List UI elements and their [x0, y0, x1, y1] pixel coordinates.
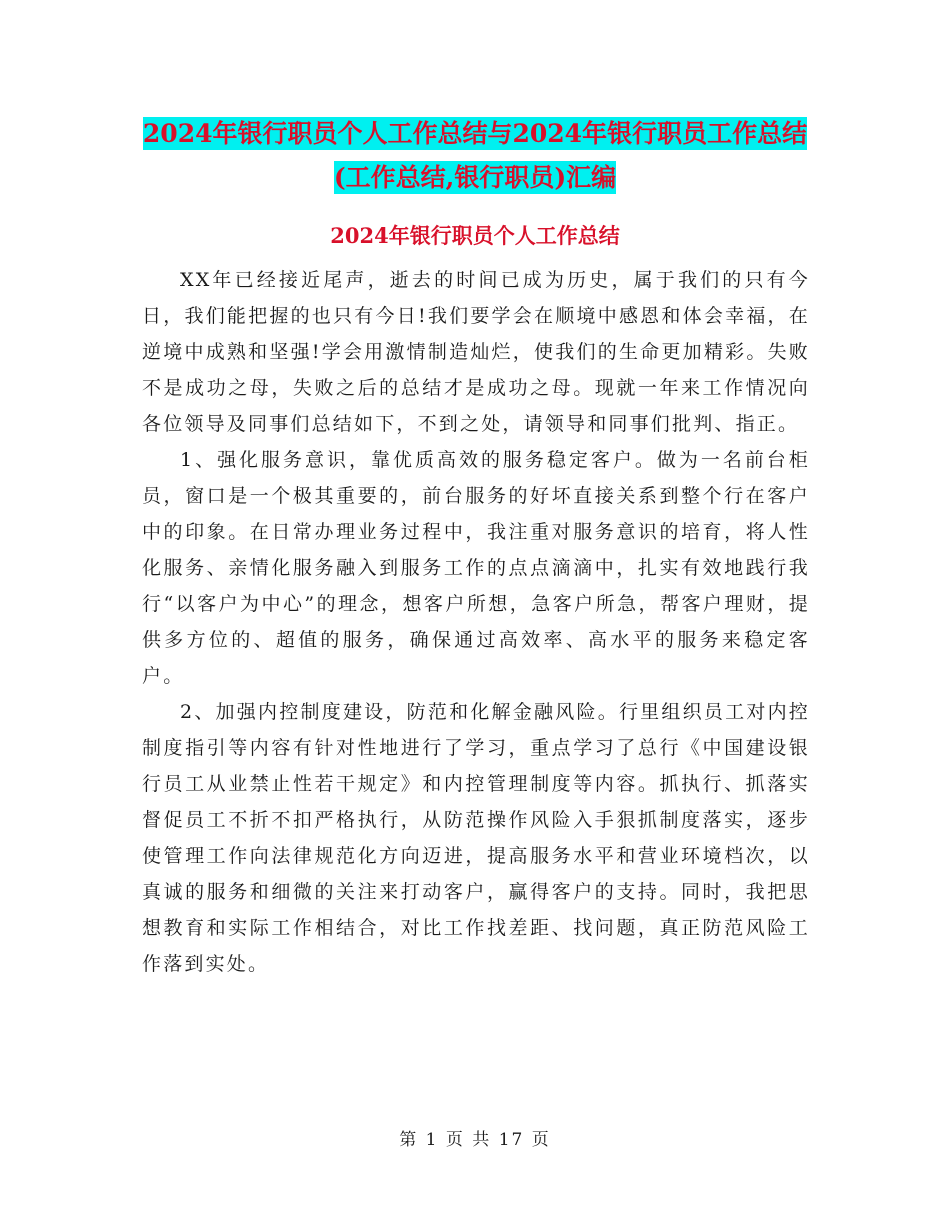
paragraph-intro: XX年已经接近尾声，逝去的时间已成为历史，属于我们的只有今日，我们能把握的也只有今日!我们要学会在顺境中感恩和体会幸福，在逆境中成熟和坚强!学会用激情制造灿烂，使我们的生命更加精彩。失败不是成功之母，失败之后的总结才是成功之母。现就一年来工作情况向各位领导及同事们总结如下，不到之处，请领导和同事们批判、指正。	[142, 269, 810, 435]
document-body	[142, 262, 810, 982]
paragraph-service: 1、强化服务意识，靠优质高效的服务稳定客户。做为一名前台柜员，窗口是一个极其重要的，前台服务的好坏直接关系到整个行在客户中的印象。在日常办理业务过程中，我注重对服务意识的培育，将人性化服务、亲情化服务融入到服务工作的点点滴滴中，扎实有效地践行我行“以客户为中心”的理念，想客户所想，急客户所急，帮客户理财，提供多方位的、超值的服务，确保通过高效率、高水平的服务来稳定客户。	[142, 449, 810, 687]
page-footer: 第 1 页 共 17 页	[399, 1130, 551, 1150]
paragraph-risk-control: 2、加强内控制度建设，防范和化解金融风险。行里组织员工对内控制度指引等内容有针对性地进行了学习，重点学习了总行《中国建设银行员工从业禁止性若干规定》和内控管理制度等内容。抓执行、抓落实督促员工不折不扣严格执行，从防范操作风险入手狠抓制度落实，逐步使管理工作向法律规范化方向迈进，提高服务水平和营业环境档次，以真诚的服务和细微的关注来打动客户，赢得客户的支持。同时，我把思想教育和实际工作相结合，对比工作找差距、找问题，真正防范风险工作落到实处。	[142, 701, 810, 975]
document-title-text: 2024年银行职员个人工作总结与2024年银行职员工作总结(工作总结,银行职员)汇编	[142, 119, 808, 192]
section-title: 2024年银行职员个人工作总结	[330, 223, 620, 248]
document-title	[140, 112, 810, 200]
